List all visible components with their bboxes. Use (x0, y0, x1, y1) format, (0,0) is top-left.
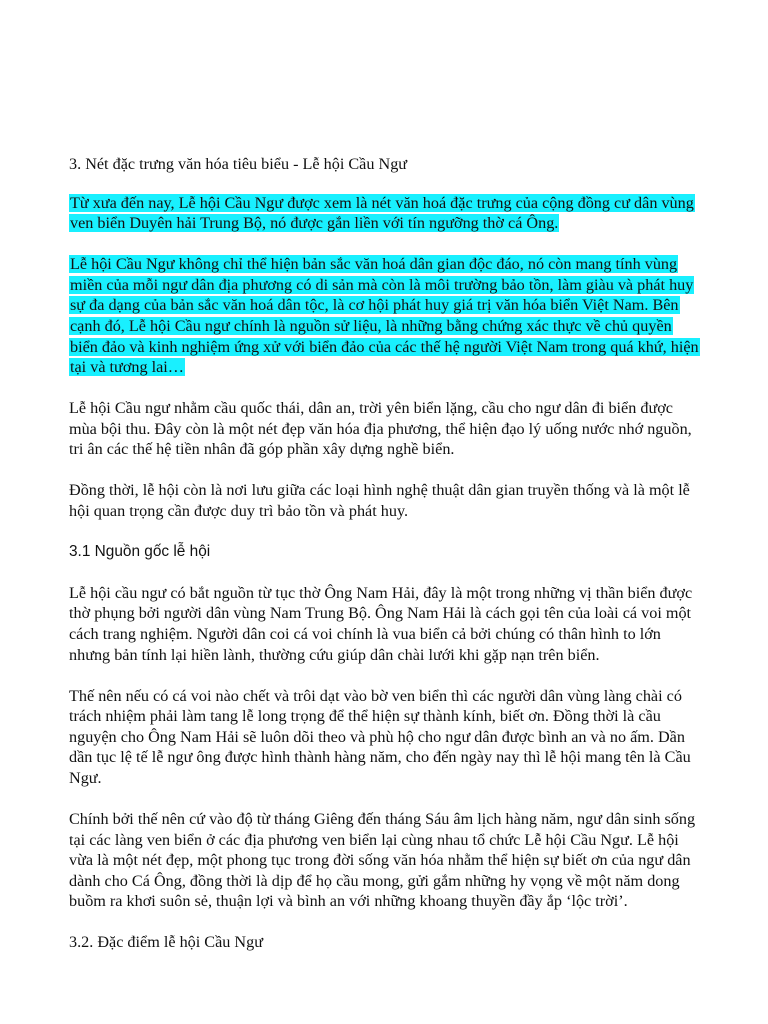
highlighted-text-2: Lễ hội Cầu Ngư không chỉ thể hiện bản sắc văn hoá dân gian độc đáo, nó còn mang tính vùng miền của mỗi ngư dân địa phương có di sản mà còn là môi trường bảo tồn, làm giàu và phát huy sự đa dạng của bản sắc văn hoá dân tộc, là cơ hội phát huy giá trị văn hóa biển Việt Nam. Bên cạnh đó, Lễ hội Cầu ngư chính là nguồn sử liệu, là những bằng chứng xác thực về chủ quyền biển đảo và kinh nghiệm ứng xử với biển đảo của các thế hệ người Việt Nam trong quá khứ, hiện tại và tương lai… (70, 255, 699, 377)
section-heading-3-1: 3.1 Nguồn gốc lễ hội (69, 542, 211, 560)
section-heading-3: 3. Nét đặc trưng văn hóa tiêu biểu - Lễ hội Cầu Ngư (69, 155, 408, 173)
paragraph-highlighted-1 (69, 193, 701, 234)
paragraph-6: Thế nên nếu có cá voi nào chết và trôi dạt vào bờ ven biển thì các người dân vùng làng chài có trách nhiệm phải làm tang lễ long trọng để thể hiện sự thành kính, biết ơn. Đồng thời là cầu nguyện cho Ông Nam Hải sẽ luôn dõi theo và phù hộ cho ngư dân được bình an và no ấm. Dần dần tục lệ tế lễ ngư ông được hình thành hàng năm, cho đến ngày nay thì lễ hội mang tên là Cầu Ngư. (69, 686, 691, 787)
highlighted-text-1: Từ xưa đến nay, Lễ hội Cầu Ngư được xem là nét văn hoá đặc trưng của cộng đồng cư dân vùng ven biển Duyên hải Trung Bộ, nó được gắn liền với tín ngưỡng thờ cá Ông. (70, 193, 694, 233)
paragraph-4: Đồng thời, lễ hội còn là nơi lưu giữa các loại hình nghệ thuật dân gian truyền thống và là một lễ hội quan trọng cần được duy trì bảo tồn và phát huy. (69, 481, 690, 520)
paragraph-highlighted-2 (69, 254, 701, 378)
document-body (69, 154, 701, 973)
paragraph-3: Lễ hội Cầu ngư nhằm cầu quốc thái, dân an, trời yên biển lặng, cầu cho ngư dân đi biển được mùa bội thu. Đây còn là một nét đẹp văn hóa địa phương, thể hiện đạo lý uống nước nhớ nguồn, tri ân các thế hệ tiền nhân đã góp phần xây dựng nghề biển. (69, 399, 692, 459)
paragraph-7: Chính bởi thế nên cứ vào độ từ tháng Giêng đến tháng Sáu âm lịch hàng năm, ngư dân sinh sống tại các làng ven biển ở các địa phương ven biển lại cùng nhau tổ chức Lễ hội Cầu Ngư. Lễ hội vừa là một nét đẹp, một phong tục trong đời sống văn hóa nhằm thể hiện sự biết ơn của ngư dân dành cho Cá Ông, đồng thời là dịp để họ cầu mong, gửi gắm những hy vọng về một năm dong buồm ra khơi suôn sẻ, thuận lợi và bình an với những khoang thuyền đầy ắp ‘lộc trời’. (69, 809, 696, 911)
paragraph-5: Lễ hội cầu ngư có bắt nguồn từ tục thờ Ông Nam Hải, đây là một trong những vị thần biển được thờ phụng bởi người dân vùng Nam Trung Bộ. Ông Nam Hải là cách gọi tên của loài cá voi một cách trang nghiệm. Người dân coi cá voi chính là vua biển cả bởi chúng có thân hình to lớn nhưng bản tính lại hiền lành, thường cứu giúp dân chài lưới khi gặp nạn trên biển. (69, 583, 693, 664)
section-heading-3-2: 3.2. Đặc điểm lễ hội Cầu Ngư (69, 933, 263, 952)
